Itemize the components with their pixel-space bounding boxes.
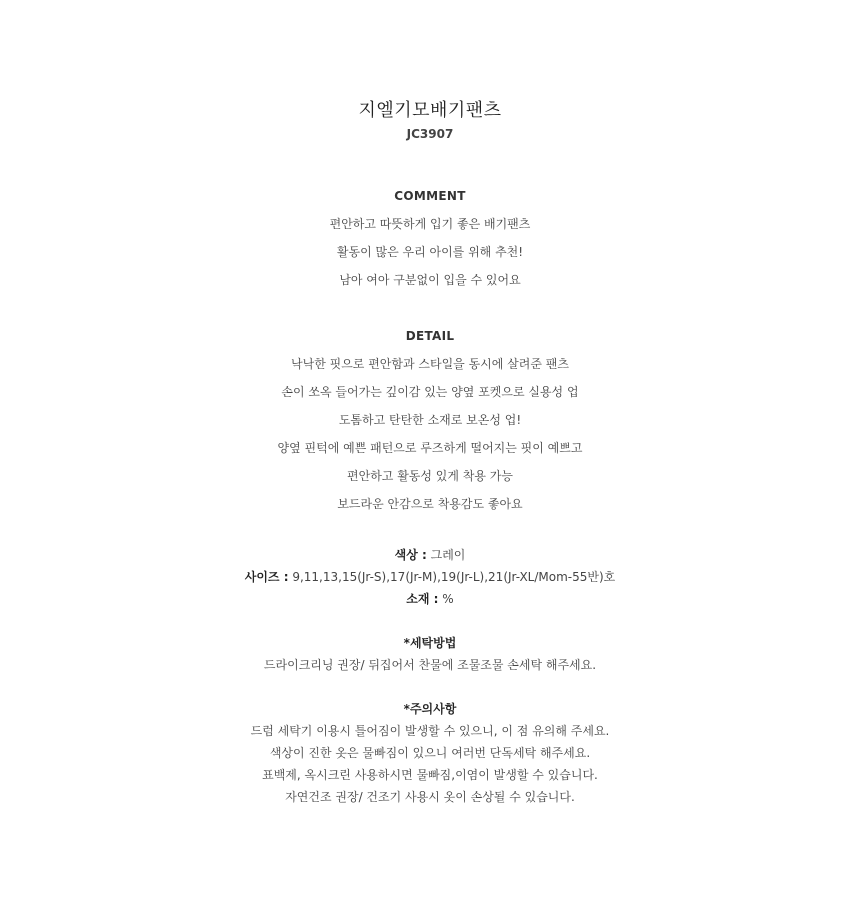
size-label: 사이즈 : — [244, 570, 289, 584]
detail-line: 편안하고 활동성 있게 착용 가능 — [347, 469, 513, 483]
washing-line: 드라이크리닝 권장/ 뒤집어서 찬물에 조물조물 손세탁 해주세요. — [263, 658, 597, 672]
detail-section — [0, 350, 860, 518]
comment-line: 편안하고 따뜻하게 입기 좋은 배기팬츠 — [329, 217, 531, 231]
caution-line: 색상이 진한 옷은 물빠짐이 있으니 여러번 단독세탁 해주세요. — [269, 746, 591, 760]
caution-section — [0, 698, 860, 808]
comment-heading: COMMENT — [394, 189, 466, 203]
size-row — [0, 566, 860, 588]
color-row — [0, 544, 860, 566]
washing-section — [0, 632, 860, 676]
spec-section — [0, 544, 860, 610]
detail-line: 낙낙한 핏으로 편안함과 스타일을 동시에 살려준 팬츠 — [291, 357, 569, 371]
material-label: 소재 : — [406, 592, 439, 606]
comment-section — [0, 210, 860, 294]
caution-line: 자연건조 권장/ 건조기 사용시 옷이 손상될 수 있습니다. — [285, 790, 575, 804]
material-value: % — [442, 592, 454, 606]
material-row — [0, 588, 860, 610]
comment-line: 남아 여아 구분없이 입을 수 있어요 — [339, 273, 521, 287]
caution-line: 표백제, 옥시크린 사용하시면 물빠짐,이염이 발생할 수 있습니다. — [262, 768, 598, 782]
color-value: 그레이 — [430, 548, 466, 562]
size-value: 9,11,13,15(Jr-S),17(Jr-M),19(Jr-L),21(Jr-XL/Mom-55반)호 — [292, 570, 616, 584]
detail-line: 양옆 핀턱에 예쁜 패턴으로 루즈하게 떨어지는 핏이 예쁘고 — [277, 441, 583, 455]
comment-line: 활동이 많은 우리 아이를 위해 추천! — [336, 245, 524, 259]
detail-line: 보드라운 안감으로 착용감도 좋아요 — [337, 497, 523, 511]
washing-heading: *세탁방법 — [403, 636, 457, 650]
caution-heading: *주의사항 — [403, 702, 457, 716]
detail-line: 손이 쏘옥 들어가는 깊이감 있는 양옆 포켓으로 실용성 업 — [281, 385, 579, 399]
detail-line: 도톰하고 탄탄한 소재로 보온성 업! — [338, 413, 522, 427]
product-code: JC3907 — [406, 127, 454, 141]
product-name: 지엘기모배기팬츠 — [358, 100, 502, 121]
caution-line: 드럼 세탁기 이용시 틀어짐이 발생할 수 있으니, 이 점 유의해 주세요. — [250, 724, 610, 738]
color-label: 색상 : — [394, 548, 427, 562]
detail-heading: DETAIL — [405, 329, 455, 343]
